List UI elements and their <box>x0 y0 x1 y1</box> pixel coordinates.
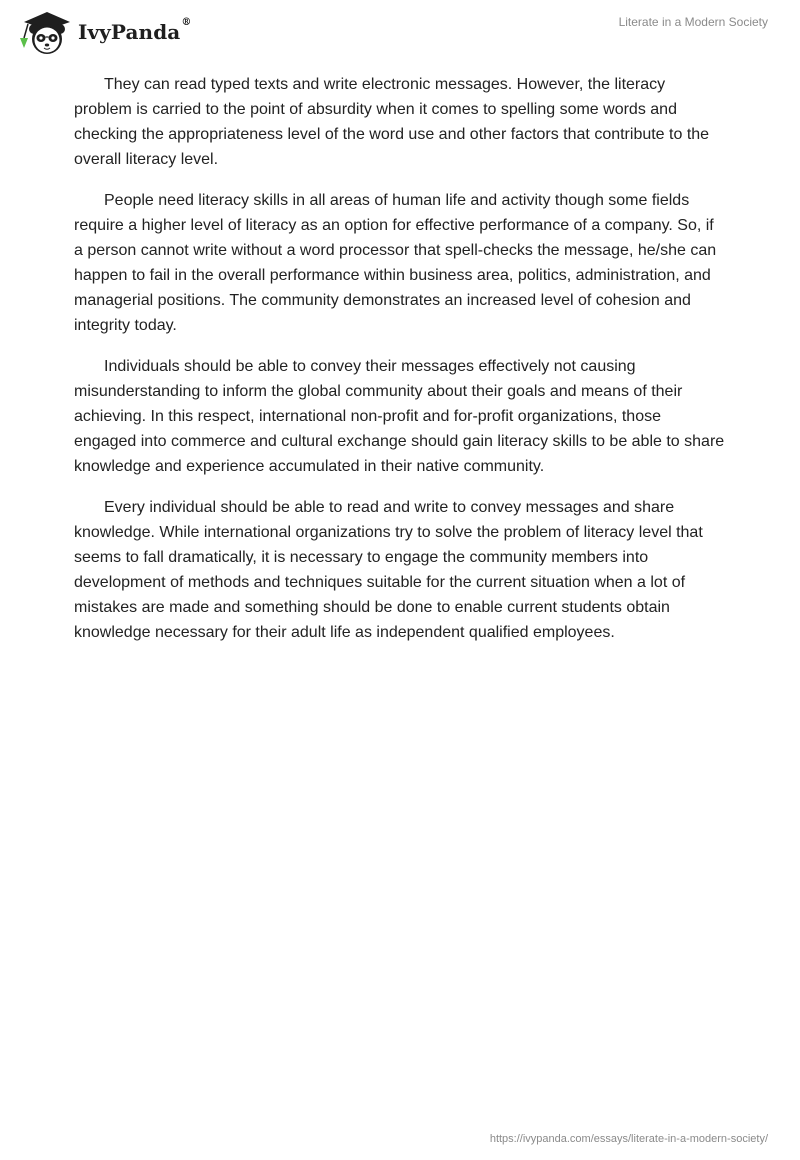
source-url-link[interactable]: https://ivypanda.com/essays/literate-in-a-modern-society/ <box>489 1133 768 1145</box>
logo-wordmark <box>78 17 192 44</box>
logo-brand-name: IvyPanda <box>78 20 181 44</box>
logo-registered-mark: ® <box>181 17 192 28</box>
paragraph: They can read typed texts and write electronic messages. However, the literacy problem is carried to the point of absurdity when it comes to spelling some words and checking the appropriateness level of the word use and other factors that contribute to the overall literacy level. <box>74 76 710 168</box>
paragraph: Every individual should be able to read and write to convey messages and share knowledge. While international organizations try to solve the problem of literacy level that seems to fall dramatically, it is necessary to engage the community members into development of methods and techniques suitable for the current situation when a lot of mistakes are made and something should be done to enable current students obtain knowledge necessary for their adult life as independent qualified employees. <box>74 499 703 641</box>
page-header <box>0 0 800 70</box>
paragraph: People need literacy skills in all areas of human life and activity though some fields require a higher level of literacy as an option for effective performance of a company. So, if a person cannot write without a word processor that spell-checks the message, he/she can happen to fail in the overall performance within business area, politics, administration, and managerial positions. The community demonstrates an increased level of cohesion and integrity today. <box>74 192 717 334</box>
ivypanda-logo[interactable] <box>14 8 191 56</box>
paragraph: Individuals should be able to convey their messages effectively not causing misunderstanding to inform the global community about their goals and means of their achieving. In this respect, international non-profit and for-profit organizations, those engaged into commerce and cultural exchange should gain literacy skills to be able to share knowledge and experience accumulated in their native community. <box>74 358 725 475</box>
document-title: Literate in a Modern Society <box>618 15 768 29</box>
article-body <box>74 72 726 661</box>
panda-graduate-logo-icon <box>14 8 76 56</box>
